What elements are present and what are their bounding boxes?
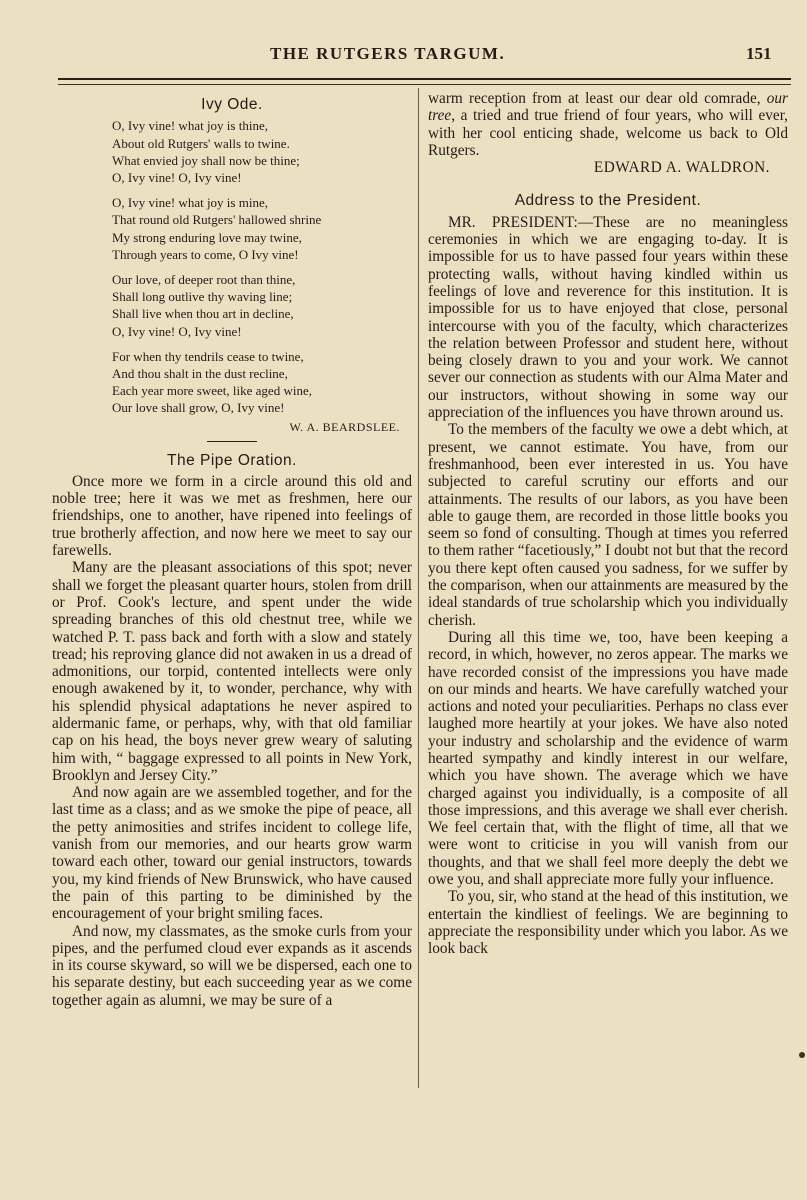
address-paragraph: During all this time we, too, have been keeping a record, in which, however, no zeros appear. The marks we have recorded consist of the impressions you have made on our minds and hearts. We have carefully watched your actions and noted your peculiarities. Perhaps no class ever laughed more heartily at your jokes. We have also noted your industry and scholarship and the evidence of warm hearted sympathy and kindly interest in our welfare, which you have shown. The average which we have charged against you individually, is a composite of all those impressions, and this average we shall ever cherish. We feel certain that, with the flight of time, all that we were wont to criticise in you will vanish from our thoughts, and that we shall feel more deeply the debt we owe you, and shall appreciate more fully your influence. [428,628,788,889]
address-paragraph [428,214,788,422]
pipe-oration-paragraph: And now again are we assembled together, and for the last time as a class; and as we smoke the pipe of peace, all the petty animosities and strifes incident to college life, vanish from our memories, and our hearts grow warm toward each other, toward our genial instructors, towards you, my kind friends of New Brunswick, who have caused the pain of this parting to be diminished by the encouragement of your bright smiling faces. [52,784,412,923]
poem-stanza [112,348,412,417]
pipe-oration-title: The Pipe Oration. [167,451,297,469]
continuation-text: , a tried and true friend of four years, who will ever, with her cool enticing shade, welcome us back to Old Rutgers. [428,107,788,159]
poem-line: That round old Rutgers' hallowed shrine [112,212,322,228]
poem-line: O, Ivy vine! O, Ivy vine! [112,169,242,185]
address-salutation: MR. PRESIDENT: [448,213,578,231]
pipe-oration-paragraph: Many are the pleasant associations of this spot; never shall we forget the pleasant quarter hours, stolen from drill or Prof. Cook's lecture, and spent under the wide spreading branches of this old chestnut tree, while we watched P. T. pass back and forth with a slow and stately tread; his reproving glance did not awaken in us a dread of admonitions, our torpid, contented intellects were only enough awakened by it, to wonder, perchance, why with his splendid physical adaptations he never aspired to aldermanic fame, or perhaps, why, with that old familiar cap on his head, the boys never grew weary of saluting him with, “ baggage expressed to all points in New York, Brooklyn and Jersey City.” [52,559,412,784]
address-paragraph-text: —These are no meaningless ceremonies in which we are engaging to-day. It is impossible for us to have passed four years within these protecting walls, without having kindled within us feelings of love and reverence for this institution. It is impossible for us to have enjoyed that close, personal intercourse with you of the faculty, which characterizes the relation between Professor and student here, without being closely drawn to you and your work. We cannot sever our connection as students with our Alma Mater and our instructors, without showing in some way our appreciation of the influences you have thrown around us. [428,213,788,422]
page-number: 151 [746,44,772,63]
running-title: THE RUTGERS TARGUM. [270,44,506,63]
continuation-emphasis: our tree [428,90,788,125]
poem-line: And thou shalt in the dust recline, [112,365,288,381]
address-paragraph: To you, sir, who stand at the head of this institution, we entertain the kindliest of feelings. We are beginning to appreciate the responsibility under which you labor. As we look back [428,888,788,958]
address-title: Address to the President. [514,192,702,210]
poem-line: About old Rutgers' walls to twine. [112,135,290,151]
poem-line: Each year more sweet, like aged wine, [112,383,312,399]
header-rule-thick [58,78,791,80]
poem-body [112,117,412,416]
pipe-oration-author: EDWARD A. WALDRON. [593,159,770,177]
pipe-oration-paragraph: Once more we form in a circle around this old and noble tree; here it was we met as freshmen, here our friendships, one to another, have ripened into feelings of true brotherly affection, and now here we meet to say our farewells. [52,472,412,560]
pipe-oration-paragraph: And now, my classmates, as the smoke curls from your pipes, and the perfumed cloud ever expands as it ascends in its course skyward, so will we be dispersed, each one to his separate destiny, but each succeeding year as we come together again as alumni, we may be sure of a [52,922,412,1009]
poem-stanza [112,117,412,186]
continuation-text: warm reception from at least our dear old comrade, [428,90,767,107]
left-column [52,90,412,1009]
poem-line: O, Ivy vine! what joy is mine, [112,195,268,211]
poem-line: Through years to come, O Ivy vine! [112,246,299,262]
poem-line: What envied joy shall now be thine; [112,152,300,168]
right-column [428,90,788,958]
poem-line: Our love, of deeper root than thine, [112,271,296,287]
poem-line: Shall long outlive thy waving line; [112,289,293,305]
address-paragraph: To the members of the faculty we owe a debt which, at present, we cannot estimate. You have, from our freshmanhood, been ever interested in us. You have subjected to careful scrutiny our efforts and our attainments. The results of our labors, as you have been able to gauge them, are recorded in those little books you seem so fond of consulting. Though at times you referred to them rather “facetiously,” I doubt not but that the record you there kept often caused you sadness, for we suffer by the comparison, when our attainments are measured by the ideal standards of true scholarship which you individually cherish. [428,421,788,629]
poem-stanza [112,271,412,340]
poem-line: My strong enduring love may twine, [112,229,302,245]
poem-stanza [112,194,412,263]
poem-line: Shall live when thou art in decline, [112,306,294,322]
poem-author: W. A. BEARDSLEE. [289,419,400,434]
poem-title: Ivy Ode. [201,96,263,113]
poem-line: Our love shall grow, O, Ivy vine! [112,400,285,416]
poem-line: O, Ivy vine! what joy is thine, [112,118,268,134]
poem-line: O, Ivy vine! O, Ivy vine! [112,323,242,339]
pipe-oration-continuation [428,90,788,159]
header-rule-thin [58,84,791,85]
page-header [0,40,807,68]
ink-speck [799,1052,805,1058]
section-divider [207,441,257,442]
poem-line: For when thy tendrils cease to twine, [112,348,304,364]
column-divider [418,88,419,1088]
